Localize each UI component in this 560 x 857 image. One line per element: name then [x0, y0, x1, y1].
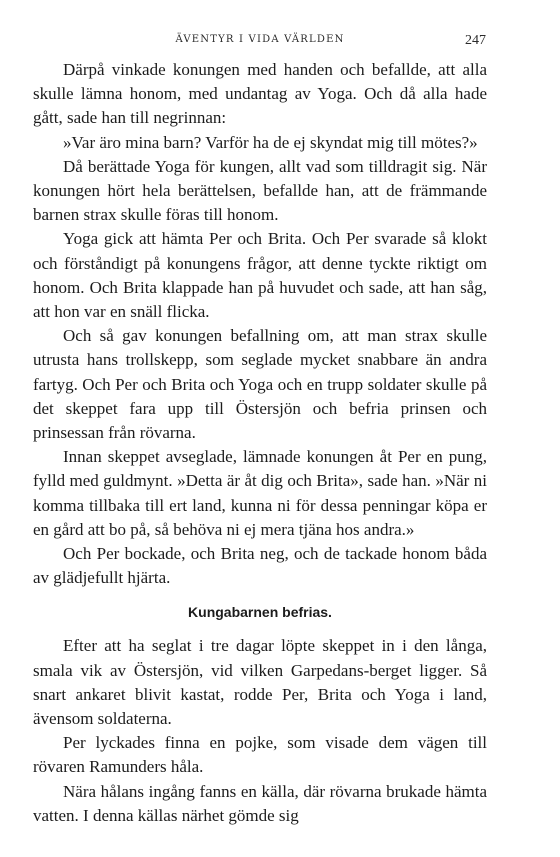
- paragraph: Nära hålans ingång fanns en källa, där rövarna brukade hämta vatten. I denna källas närhet gömde sig: [33, 781, 487, 825]
- paragraph: Yoga gick att hämta Per och Brita. Och Per svarade så klokt och förståndigt på konungens frågor, att denne tyckte riktigt om honom. Och Brita klappade han på huvudet och sade, att han såg, att hon var en snäll flicka.: [33, 229, 487, 322]
- paragraph: Därpå vinkade konungen med handen och befallde, att alla skulle lämna honom, med undantag av Yoga. Och då alla hade gått, sade han till negrinnan:: [33, 60, 487, 128]
- paragraph: Per lyckades finna en pojke, som visade dem vägen till rövaren Ramunders håla.: [33, 733, 487, 777]
- paragraph: Och så gav konungen befallning om, att man strax skulle utrusta hans trollskepp, som seglade mycket snabbare än andra fartyg. Och Per och Brita och Yoga och en trupp soldater skulle på det skeppet fara upp till Östersjön och befria prinsen och prinsessan från rövarna.: [33, 326, 487, 443]
- paragraph: Och Per bockade, och Brita neg, och de tackade honom båda av glädjefullt hjärta.: [33, 544, 487, 588]
- paragraph: »Var äro mina barn? Varför ha de ej skyndat mig till mötes?»: [63, 132, 478, 152]
- running-title: ÄVENTYR I VIDA VÄRLDEN: [175, 34, 345, 45]
- section-heading: Kungabarnen befrias.: [188, 604, 332, 621]
- paragraph: Innan skeppet avseglade, lämnade konungen åt Per en pung, fylld med guldmynt. »Detta är åt dig och Brita», sade han. »När ni komma tillbaka till ert land, kunna ni för dessa penningar köpa er en gård att bo på, så behöva ni ej mera tjäna hos andra.»: [33, 447, 487, 539]
- running-head: [34, 34, 486, 50]
- page-number: 247: [465, 33, 486, 48]
- paragraph: Då berättade Yoga för kungen, allt vad som tilldragit sig. När konungen hört hela berättelsen, befallde han, att de främmande barnen strax skulle föras till honom.: [33, 156, 487, 225]
- paragraph: Efter att ha seglat i tre dagar löpte skeppet in i den långa, smala vik av Östersjön, vid vilken Garpedans-berget ligger. Så snart ankaret blivit kastat, rodde Per, Brita och Yoga i land, ävensom soldaterna.: [33, 636, 487, 729]
- body-text: [33, 58, 487, 828]
